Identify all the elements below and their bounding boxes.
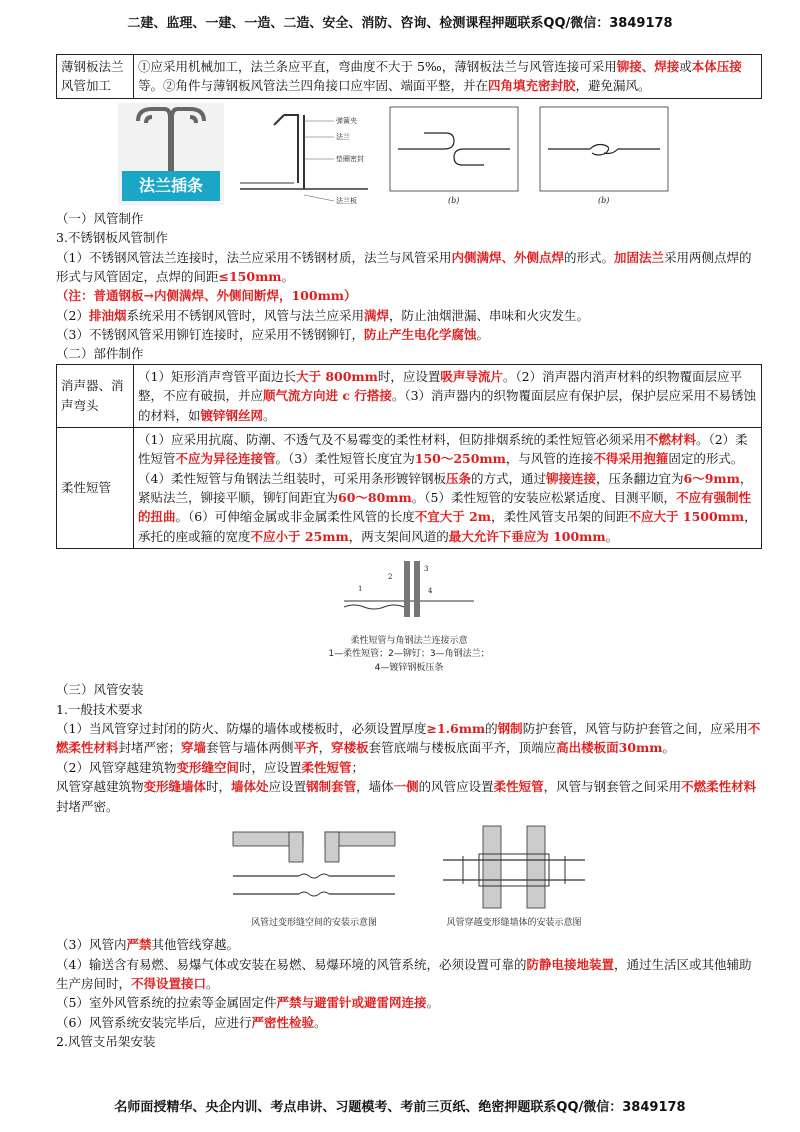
- seam-diagram-b: [534, 103, 674, 207]
- row-label: 消声器、消声弯头: [57, 364, 134, 427]
- flange-strip-image: [118, 103, 224, 205]
- figure-caption: 4—镀锌钢板压条: [374, 663, 444, 674]
- section-heading: 2.风管支吊架安装: [56, 1034, 156, 1050]
- highlight: 铆接、焊接: [616, 59, 680, 74]
- paragraph: 风管穿越建筑物变形缝墙体时，墙体处应设置钢制套管，墙体一侧的风管应设置柔性短管，风管与钢套管之间采用不燃柔性材料封堵严密。: [56, 779, 757, 814]
- expansion-wall-drawing: [439, 822, 589, 912]
- note: （注：普通钢板→内侧满焊、外侧间断焊，100mm）: [56, 288, 357, 304]
- text: 等。②角件与薄钢板风管法兰四角接口应牢固、端面平整，并在: [138, 78, 489, 94]
- table-row: [57, 427, 762, 548]
- paragraph: （2）风管穿越建筑物变形缝空间时，应设置柔性短管；: [56, 759, 365, 775]
- section-heading: 1.一般技术要求: [56, 701, 143, 717]
- sub-label-b: (b): [598, 195, 610, 205]
- row-label: 薄钢板法兰风管加工: [57, 55, 134, 99]
- expansion-space-drawing: [229, 822, 399, 912]
- text: 或: [679, 59, 692, 74]
- part-label: 1: [358, 585, 363, 594]
- flex-duct-drawing: [324, 557, 494, 629]
- row-content: [134, 55, 762, 99]
- highlight: 本体压接: [691, 59, 742, 74]
- paragraph: （1）当风管穿过封闭的防火、防爆的墙体或楼板时，必须设置厚度≥1.6mm的钢制防护套管，风管与防护套管之间，应采用不燃柔性材料封堵严密；穿墙套管与墙体两侧平齐，穿楼板套管底端与楼板底面平齐，顶端应高出楼板面30mm。: [56, 721, 761, 756]
- part-label: 4: [428, 587, 433, 596]
- paragraph: （6）风管系统安装完毕后，应进行严密性检验。: [56, 1014, 327, 1030]
- table-row: [57, 364, 762, 427]
- figure-caption: 1—柔性短管；2—铆钉；3—角钢法兰；: [328, 649, 490, 660]
- figure-right: [439, 822, 589, 931]
- paragraph: （3）不锈钢风管采用铆钉连接时，应采用不锈钢铆钉，防止产生电化学腐蚀。: [56, 327, 489, 342]
- page-footer: 名师面授精华、央企内训、考点串讲、习题模考、考前三页纸、绝密押题联系QQ/微信：3849178: [114, 1100, 686, 1115]
- part-label: 法兰板: [336, 196, 357, 205]
- flange-section-drawing: [234, 103, 374, 207]
- figure-flex-duct: [56, 557, 762, 676]
- section-heading: （三）风管安装: [56, 682, 144, 698]
- text: ，避免漏风。: [575, 78, 651, 94]
- page-header: 二建、监理、一建、一造、二造、安全、消防、咨询、检测课程押题联系QQ/微信：3849178: [127, 16, 673, 31]
- part-label: 3: [424, 565, 429, 574]
- section-heading: 3.不锈钢板风管制作: [56, 230, 168, 246]
- row-content: （1）应采用抗腐、防潮、不透气及不易霉变的柔性材料，但防排烟系统的柔性短管必须采用不燃材料。（2）柔性短管不应为异径连接管。（3）柔性短管长度宜为150～250mm，与风管的连接不得采用抱箍固定的形式。（4）柔性短管与角钢法兰组装时，可采用条形镀锌钢板压条的方式，通过铆接连接，压条翻边宜为6～9mm，紧贴法兰，铆接平顺，铆钉间距宜为60～80mm。（5）柔性短管的安装应松紧适度、目测平顺，不应有强制性的扭曲。（6）可伸缩金属或非金属柔性风管的长度不宜大于 2m，柔性风管支吊架的间距不应大于 1500mm，承托的座或箍的宽度不应小于 25mm，两支架间风道的最大允许下垂应为 100mm。: [134, 427, 762, 548]
- figure-caption: 柔性短管与角钢法兰连接示意: [350, 635, 468, 646]
- figure-caption: 风管过变形缝空间的安装示意图: [250, 918, 377, 929]
- highlight: 四角填充密封胶: [488, 78, 576, 94]
- table-thin-steel-flange: [56, 54, 762, 99]
- part-label: 垫圈密封: [336, 154, 364, 163]
- part-label: 弹簧夹: [336, 116, 357, 125]
- section-heading: （二）部件制作: [56, 346, 144, 362]
- table-components: [56, 364, 762, 549]
- paragraph: （2）排油烟系统采用不锈钢风管时，风管与法兰应采用满焊，防止油烟泄漏、串味和火灾发生。: [56, 307, 590, 323]
- row-label: 柔性短管: [57, 427, 134, 548]
- page-content: [56, 54, 762, 1052]
- table-row: [57, 55, 762, 99]
- paragraph: （5）室外风管系统的拉索等金属固定件严禁与避雷针或避雷网连接。: [56, 995, 439, 1011]
- paragraph: （4）输送含有易燃、易爆气体或安装在易燃、易爆环境的风管系统，必须设置可靠的防静电接地装置，通过生活区或其他辅助生产房间时，不得设置接口。: [56, 956, 752, 991]
- paragraph: （3）风管内严禁其他管线穿越。: [56, 937, 239, 953]
- paragraph: （1）不锈钢风管法兰连接时，法兰应采用不锈钢材质，法兰与风管采用内侧满焊、外侧点焊的形式。加固法兰采用两侧点焊的形式与风管固定，点焊的间距≤150mm。: [56, 249, 752, 284]
- figure-row-flange: [56, 103, 762, 207]
- flange-strip-drawing: [118, 103, 224, 175]
- sub-label-a: (b): [448, 195, 460, 205]
- part-label: 法兰: [336, 132, 350, 141]
- figure-left: [229, 822, 399, 931]
- row-content: （1）矩形消声弯管平面边长大于 800mm时，应设置吸声导流片。（2）消声器内消声材料的织物覆面层应平整，不应有破损，并应顺气流方向进 c 行搭接。（3）消声器内的织物覆面层应有保护层，保护层应采用不易锈蚀的材料，如镀锌钢丝网。: [134, 364, 762, 427]
- section-heading: （一）风管制作: [56, 210, 144, 226]
- figure-row-expansion-joint: [56, 822, 762, 931]
- text: ①应采用机械加工，法兰条应平直，弯曲度不大于 5‰，薄钢板法兰与风管连接可采用: [138, 59, 617, 74]
- part-label: 2: [388, 573, 393, 582]
- figure-caption: 风管穿越变形缝墙体的安装示意图: [446, 918, 582, 929]
- seam-diagram-a: [384, 103, 524, 207]
- flange-strip-label: 法兰插条: [122, 171, 220, 201]
